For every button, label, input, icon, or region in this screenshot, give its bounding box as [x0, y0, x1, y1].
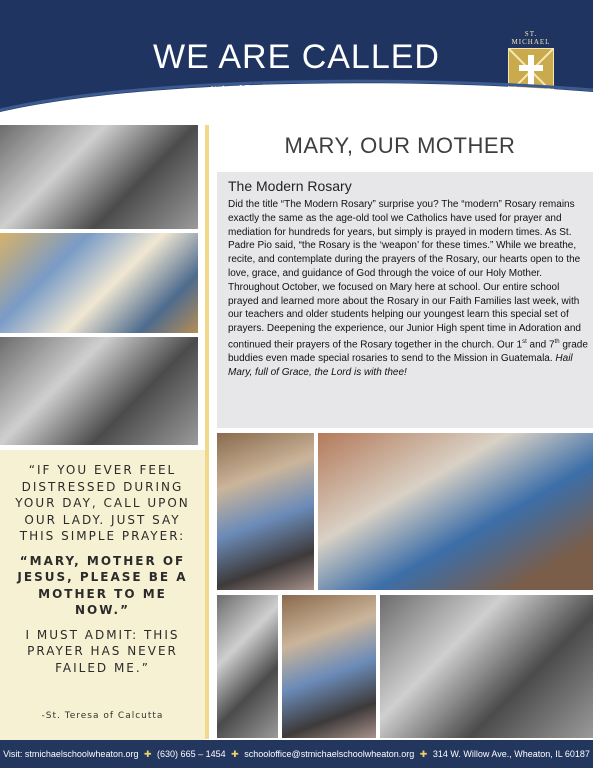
quote-part-2: “MARY, MOTHER OF JESUS, PLEASE BE A MOTHER TO ME NOW.”	[17, 553, 188, 617]
photo-students-group	[0, 233, 198, 333]
photo-hands-beads	[217, 595, 278, 738]
article-title: MARY, OUR MOTHER	[284, 133, 516, 158]
quote-part-1: “IF YOU EVER FEEL DISTRESSED DURING YOUR DAY, CALL UPON OUR LADY. JUST SAY THIS SIMPLE PRAYER:	[15, 463, 190, 543]
sup-first: st	[522, 338, 527, 345]
quote-panel	[0, 450, 205, 740]
article-heading: The Modern Rosary	[228, 178, 352, 194]
footer-phone[interactable]: (630) 665 – 1454	[157, 749, 226, 759]
footer-bar	[0, 740, 593, 768]
sup-seventh: th	[554, 338, 560, 345]
photo-classroom-rosary	[318, 433, 593, 590]
photo-students-chapel	[282, 595, 376, 738]
cross-separator-icon: ✚	[143, 749, 152, 759]
article-body-mid: and 7	[526, 339, 555, 351]
column-divider	[205, 125, 209, 739]
photo-students-writing	[0, 125, 198, 229]
newsletter-title: WE ARE CALLED	[153, 38, 440, 76]
header-wave-graphic	[0, 0, 593, 122]
photo-church-students	[380, 595, 593, 738]
footer-website[interactable]: Visit: stmichaelschoolwheaton.org	[3, 749, 139, 759]
cross-separator-icon: ✚	[231, 749, 239, 759]
logo-top-text: ST. MICHAEL	[511, 30, 551, 46]
quote-part-3: I MUST ADMIT: THIS PRAYER HAS NEVER FAILED ME.”	[25, 627, 180, 675]
photo-students-praying	[0, 337, 198, 445]
cross-separator-icon: ✚	[419, 749, 428, 759]
footer-email[interactable]: schooloffice@stmichaelschoolwheaton.org	[244, 749, 415, 759]
quote-author: -St. Teresa of Calcutta	[41, 711, 164, 721]
article-body-end: grade buddies even made special rosaries to send to the Mission in Guatemala.	[228, 339, 588, 365]
article-body-text: Did the title “The Modern Rosary” surprise you? The “modern” Rosary remains exactly the same as the age-old tool we Catholics have used for prayer and mediation for hundreds for years, but simply is prayed in modern times. As St. Padre Pio said, “the Rosary is the ‘weapon’ for these times.” While we breathe, recite, and contemplate during the prayers of the Rosary, our hearts open to the love, grace, and guidance of God through the voice of our Holy Mother. Throughout October, we focused on Mary here at school. Our entire school prayed and learned more about the Rosary in our Faith Families last week, with our teachers and older students helping our youngest learn this special set of prayers. Deepening the experience, our Junior High spent time in Adoration and continued their prayers of the Rosary together in the church. Our 1	[228, 199, 581, 351]
footer-address: 314 W. Willow Ave., Wheaton, IL 60187	[432, 749, 590, 759]
photo-girl-rosary	[217, 433, 314, 590]
article-closing: Hail Mary, full of Grace, the Lord is with thee!	[228, 353, 573, 378]
article-body	[228, 198, 588, 380]
